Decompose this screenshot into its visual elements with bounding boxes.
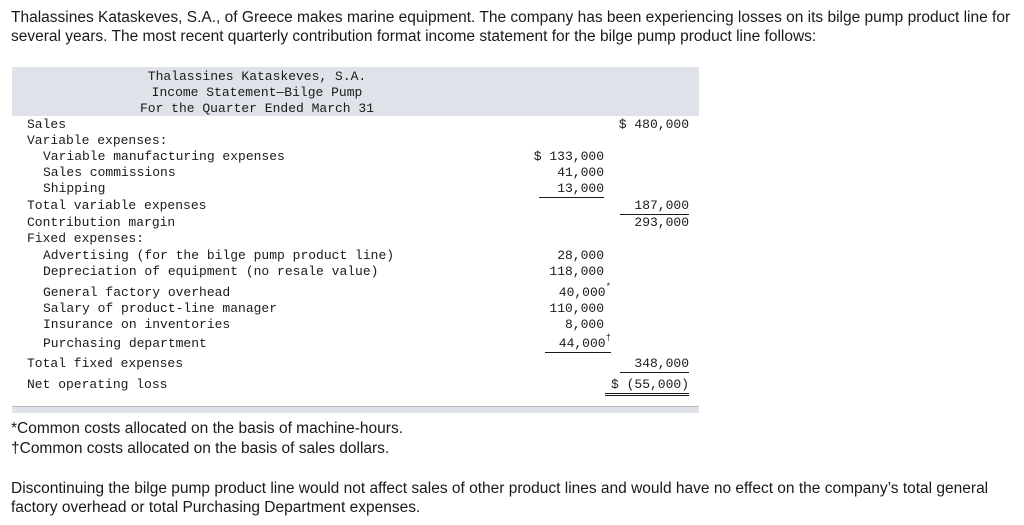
fixed-expenses-heading: Fixed expenses: <box>27 231 145 246</box>
contribution-margin-label: Contribution margin <box>27 215 176 230</box>
fixed-expense-label: Salary of product-line manager <box>43 301 278 316</box>
fixed-expense-row <box>12 264 699 280</box>
footnotes <box>11 419 711 459</box>
fixed-expense-amount: 8,000 <box>564 317 604 332</box>
fixed-expense-row <box>12 248 699 264</box>
fixed-expense-amount: 44,000 <box>558 336 606 351</box>
fixed-expense-row <box>12 332 699 352</box>
fixed-expenses-heading-row <box>12 231 699 247</box>
fixed-expense-row <box>12 317 699 333</box>
variable-expenses-heading-row <box>12 133 699 149</box>
fixed-expense-row <box>12 281 699 301</box>
fixed-expense-label: Depreciation of equipment (no resale value) <box>43 264 379 279</box>
company-name: Thalassines Kataskeves, S.A. <box>147 69 367 84</box>
fixed-expense-label: Purchasing department <box>43 336 207 351</box>
variable-expense-row <box>12 181 699 197</box>
sales-row <box>12 117 699 133</box>
variable-expense-amount: 41,000 <box>557 165 604 180</box>
variable-expense-label: Sales commissions <box>43 165 176 180</box>
footnote-sales-dollars: †Common costs allocated on the basis of sales dollars. <box>11 440 390 457</box>
statement-title: Income Statement—Bilge Pump <box>151 85 363 100</box>
net-operating-loss-label: Net operating loss <box>27 377 168 392</box>
contribution-margin-amount: 293,000 <box>634 215 689 230</box>
fixed-expense-footnote-mark: † <box>605 332 611 343</box>
variable-expense-row <box>12 165 699 181</box>
sales-total: $ 480,000 <box>618 117 689 132</box>
contribution-margin-row <box>12 215 699 231</box>
fixed-expense-label: Advertising (for the bilge pump product line) <box>43 248 395 263</box>
total-fixed-expenses-amount: 348,000 <box>620 356 689 373</box>
fixed-expense-amount: 118,000 <box>549 264 604 279</box>
fixed-expense-label: General factory overhead <box>43 285 231 300</box>
variable-expense-label: Variable manufacturing expenses <box>43 149 285 164</box>
footnote-machine-hours: *Common costs allocated on the basis of machine-hours. <box>11 420 404 437</box>
variable-expense-amount: $ 133,000 <box>533 149 604 164</box>
variable-expense-amount: 13,000 <box>539 181 604 198</box>
net-operating-loss-amount: $ (55,000) <box>605 377 689 396</box>
sales-label: Sales <box>27 117 67 132</box>
fixed-expense-row <box>12 301 699 317</box>
closing-paragraph: Discontinuing the bilge pump product line would not affect sales of other product lines and would have no effect on the company’s total general factory overhead or total Purchasing Department expenses. <box>11 480 989 516</box>
statement-bottom-bar <box>12 406 699 413</box>
fixed-expense-amount: 110,000 <box>549 301 604 316</box>
statement-period: For the Quarter Ended March 31 <box>139 101 375 116</box>
total-variable-expenses-row <box>12 198 699 214</box>
income-statement <box>12 67 699 412</box>
total-fixed-expenses-label: Total fixed expenses <box>27 356 184 371</box>
total-variable-expenses-amount: 187,000 <box>620 198 689 215</box>
fixed-expense-amount: 28,000 <box>557 248 604 263</box>
variable-expenses-heading: Variable expenses: <box>27 133 168 148</box>
fixed-expense-amount: 40,000 <box>558 285 606 300</box>
statement-header <box>12 67 699 116</box>
net-operating-loss-row <box>12 377 699 393</box>
total-fixed-expenses-row <box>12 356 699 372</box>
variable-expense-label: Shipping <box>43 181 106 196</box>
fixed-expense-label: Insurance on inventories <box>43 317 231 332</box>
intro-paragraph: Thalassines Kataskeves, S.A., of Greece makes marine equipment. The company has been experiencing losses on its bilge pump product line for several years. The most recent quarterly contribution format income statement for the bilge pump product line follows: <box>11 9 1011 45</box>
variable-expense-row <box>12 149 699 165</box>
total-variable-expenses-label: Total variable expenses <box>27 198 207 213</box>
fixed-expense-footnote-mark: * <box>605 281 611 292</box>
